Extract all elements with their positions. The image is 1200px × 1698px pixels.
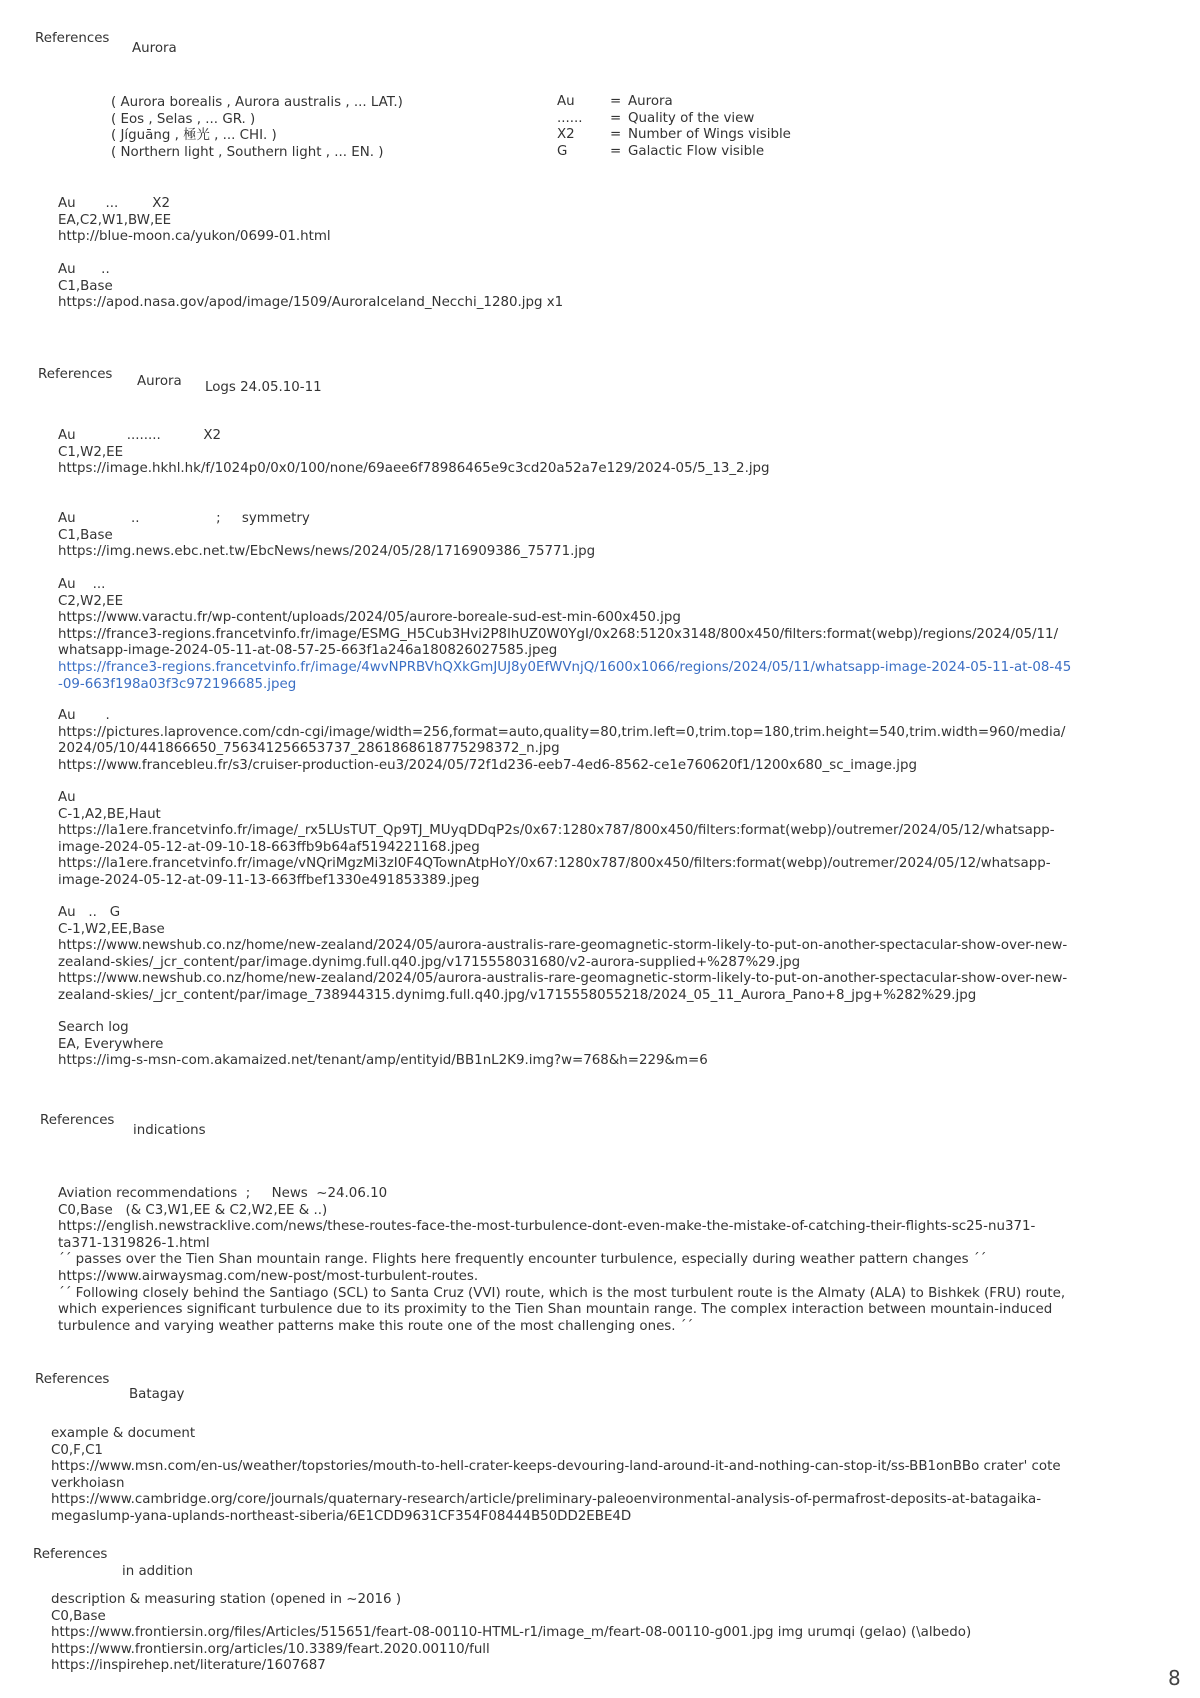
entry-link[interactable]: https://www.msn.com/en-us/weather/topstories/mouth-to-hell-crater-keeps-devouring-land-around-it-and-nothing-can-stop-it/ss-BB1onBBo crater' cote bbox=[51, 1459, 1061, 1475]
quote-line: ´´ passes over the Tien Shan mountain range. Flights here frequently encounter turbulence, especially during weather pattern changes ´´ bbox=[58, 1252, 987, 1268]
entry-line: C1,Base bbox=[58, 278, 113, 294]
entry-link[interactable]: image-2024-05-12-at-09-11-13-663ffbef1330e491853389.jpeg bbox=[58, 872, 480, 888]
reference-entry bbox=[58, 428, 1138, 478]
entry-link[interactable]: zealand-skies/_jcr_content/par/image.dynimg.full.q40.jpg/v1715558031680/v2-aurora-supplied+%287%29.jpg bbox=[58, 954, 801, 970]
reference-entry bbox=[58, 196, 1138, 246]
entry-line: C0,F,C1 bbox=[51, 1442, 103, 1458]
entry-line: example & document bbox=[51, 1426, 196, 1441]
entry-link[interactable]: https://www.cambridge.org/core/journals/quaternary-research/article/preliminary-paleoenvironmental-analysis-of-permafrost-deposits-at-batagaika- bbox=[51, 1492, 1042, 1508]
quote-line: ´´ Following closely behind the Santiago (SCL) to Santa Cruz (VVI) route, which is the most turbulent route is the Almaty (ALA) to Bishkek (FRU) route, bbox=[58, 1285, 1066, 1301]
section-subtitle: Logs 24.05.10-11 bbox=[205, 380, 322, 395]
alias-line: ( Aurora borealis , Aurora australis , ... LAT.) bbox=[111, 95, 403, 110]
legend-desc: Number of Wings visible bbox=[628, 127, 791, 143]
legend-desc: Quality of the view bbox=[628, 110, 755, 126]
legend-row bbox=[557, 127, 791, 144]
legend-row bbox=[557, 94, 791, 111]
legend-eq: = bbox=[610, 127, 622, 143]
reference-entry bbox=[58, 708, 1138, 774]
entry-link[interactable]: https://inspirehep.net/literature/1607687 bbox=[51, 1658, 326, 1674]
legend-desc: Galactic Flow visible bbox=[628, 143, 765, 159]
entry-link[interactable]: 2024/05/10/441866650_756341256653737_2861868618775298372_n.jpg bbox=[58, 741, 560, 757]
legend-desc: Aurora bbox=[628, 94, 673, 109]
entry-link[interactable]: image-2024-05-12-at-09-10-18-663ffb9b64af5194221168.jpeg bbox=[58, 839, 480, 855]
reference-entry bbox=[51, 1426, 1131, 1526]
entry-link[interactable]: ta371-1319826-1.html bbox=[58, 1235, 210, 1251]
hyperlink[interactable]: -09-663f198a03f3c972196685.jpeg bbox=[58, 676, 297, 692]
entry-line: Au ... bbox=[58, 577, 106, 592]
legend-row bbox=[557, 111, 791, 128]
entry-link[interactable]: zealand-skies/_jcr_content/par/image_738944315.dynimg.full.q40.jpg/v1715558055218/2024_05_11_Aurora_Pano+8_jpg+%282%29.jpg bbox=[58, 987, 977, 1003]
entry-line: Au bbox=[58, 790, 76, 805]
section-label: References bbox=[40, 1113, 115, 1128]
reference-entry bbox=[58, 577, 1138, 693]
section-title: in addition bbox=[122, 1564, 194, 1579]
entry-line: Aviation recommendations ; News ~24.06.10 bbox=[58, 1186, 388, 1201]
entry-line: Au ........ X2 bbox=[58, 428, 222, 443]
quote-line: turbulence and varying weather patterns make this route one of the most challenging ones. ´´ bbox=[58, 1318, 694, 1334]
entry-line: C-1,W2,EE,Base bbox=[58, 921, 165, 937]
entry-link[interactable]: https://english.newstracklive.com/news/these-routes-face-the-most-turbulence-dont-even-make-the-mistake-of-catching-their-flights-sc25-nu371- bbox=[58, 1219, 1036, 1235]
entry-line: C0,Base bbox=[51, 1608, 106, 1624]
entry-link[interactable]: https://www.airwaysmag.com/new-post/most-turbulent-routes. bbox=[58, 1268, 479, 1284]
hyperlink[interactable]: https://france3-regions.francetvinfo.fr/image/4wvNPRBVhQXkGmJUJ8y0EfWVnjQ/1600x1066/regions/2024/05/11/whatsapp-image-2024-05-11-at-08-45 bbox=[58, 659, 1072, 675]
entry-link[interactable]: https://www.newshub.co.nz/home/new-zealand/2024/05/aurora-australis-rare-geomagnetic-storm-likely-to-put-on-another-spectacular-show-over-new- bbox=[58, 938, 1068, 954]
entry-link[interactable]: verkhoiasn bbox=[51, 1475, 125, 1491]
entry-link[interactable]: https://la1ere.francetvinfo.fr/image/vNQriMgzMi3zI0F4QTownAtpHoY/0x67:1280x787/800x450/filters:format(webp)/outremer/2024/05/12/whatsapp- bbox=[58, 856, 1051, 872]
entry-link[interactable]: https://img.news.ebc.net.tw/EbcNews/news/2024/05/28/1716909386_75771.jpg bbox=[58, 544, 596, 560]
entry-link[interactable]: https://la1ere.francetvinfo.fr/image/_rx5LUsTUT_Qp9TJ_MUyqDDqP2s/0x67:1280x787/800x450/filters:format(webp)/outremer/2024/05/12/whatsapp- bbox=[58, 823, 1055, 839]
section-title: Aurora bbox=[132, 41, 177, 56]
alias-list bbox=[111, 95, 403, 161]
entry-line: Au .. G bbox=[58, 905, 121, 920]
entry-link[interactable]: https://france3-regions.francetvinfo.fr/image/ESMG_H5Cub3Hvi2P8lhUZ0W0YgI/0x268:5120x3148/800x450/filters:format(webp)/regions/2024/05/11/ bbox=[58, 626, 1059, 642]
reference-entry bbox=[58, 905, 1138, 1005]
reference-entry bbox=[58, 790, 1138, 890]
entry-link[interactable]: whatsapp-image-2024-05-11-at-08-57-25-663f1a246a180826027585.jpeg bbox=[58, 643, 558, 659]
entry-line: C2,W2,EE bbox=[58, 593, 124, 609]
section-title: Batagay bbox=[129, 1387, 185, 1402]
legend bbox=[557, 94, 791, 160]
entry-line: C1,W2,EE bbox=[58, 444, 124, 460]
entry-link[interactable]: https://image.hkhl.hk/f/1024p0/0x0/100/none/69aee6f78986465e9c3cd20a52a7e129/2024-05/5_13_2.jpg bbox=[58, 461, 770, 477]
legend-row bbox=[557, 144, 791, 161]
section-label: References bbox=[35, 1372, 110, 1387]
section-label: References bbox=[35, 31, 110, 46]
section-title: indications bbox=[133, 1123, 206, 1138]
entry-line: C1,Base bbox=[58, 527, 113, 543]
reference-entry bbox=[51, 1592, 1131, 1675]
section-title: Aurora bbox=[137, 374, 182, 389]
legend-eq: = bbox=[610, 94, 622, 109]
legend-key: G bbox=[557, 143, 568, 159]
entry-link[interactable]: http://blue-moon.ca/yukon/0699-01.html bbox=[58, 229, 331, 245]
entry-line: Au .. ; symmetry bbox=[58, 511, 310, 526]
legend-key: X2 bbox=[557, 127, 575, 143]
page-number: 8 bbox=[1168, 1666, 1181, 1690]
entry-link[interactable]: https://www.frontiersin.org/articles/10.3389/feart.2020.00110/full bbox=[51, 1641, 490, 1657]
entry-link[interactable]: https://apod.nasa.gov/apod/image/1509/AuroraIceland_Necchi_1280.jpg x1 bbox=[58, 295, 564, 311]
alias-line: ( Eos , Selas , ... GR. ) bbox=[111, 111, 256, 127]
entry-line: Search log bbox=[58, 1020, 129, 1035]
entry-line: Au .. bbox=[58, 262, 110, 277]
entry-link[interactable]: https://www.francebleu.fr/s3/cruiser-production-eu3/2024/05/72f1d236-eeb7-4ed6-8562-ce1e760620f1/1200x680_sc_image.jpg bbox=[58, 757, 917, 773]
entry-line: Au ... X2 bbox=[58, 196, 170, 211]
entry-line: C0,Base (& C3,W1,EE & C2,W2,EE & ..) bbox=[58, 1202, 328, 1218]
reference-entry bbox=[58, 1186, 1138, 1335]
legend-key: ...... bbox=[557, 110, 583, 126]
entry-link[interactable]: https://www.varactu.fr/wp-content/uploads/2024/05/aurore-boreale-sud-est-min-600x450.jpg bbox=[58, 610, 681, 626]
entry-line: C-1,A2,BE,Haut bbox=[58, 806, 161, 822]
alias-line: ( Jíguāng , 極光 , ... CHI. ) bbox=[111, 128, 277, 144]
reference-entry bbox=[58, 262, 1138, 312]
entry-line: Au . bbox=[58, 708, 110, 723]
section-label: References bbox=[38, 367, 113, 382]
reference-entry bbox=[58, 511, 1138, 561]
legend-key: Au bbox=[557, 94, 575, 109]
entry-link[interactable]: https://pictures.laprovence.com/cdn-cgi/image/width=256,format=auto,quality=80,trim.left=0,trim.top=180,trim.height=540,trim.width=960/media/ bbox=[58, 724, 1066, 740]
alias-line: ( Northern light , Southern light , ... EN. ) bbox=[111, 144, 384, 160]
entry-line: description & measuring station (opened in ~2016 ) bbox=[51, 1592, 402, 1607]
quote-line: which experiences significant turbulence due to its proximity to the Tien Shan mountain range. The complex interaction between mountain-induced bbox=[58, 1302, 1053, 1318]
reference-entry bbox=[58, 1020, 1138, 1070]
entry-link[interactable]: https://img-s-msn-com.akamaized.net/tenant/amp/entityid/BB1nL2K9.img?w=768&h=229&m=6 bbox=[58, 1053, 708, 1069]
entry-line: EA,C2,W1,BW,EE bbox=[58, 212, 172, 228]
entry-line: EA, Everywhere bbox=[58, 1036, 164, 1052]
entry-link[interactable]: https://www.frontiersin.org/files/Articles/515651/feart-08-00110-HTML-r1/image_m/feart-08-00110-g001.jpg img urumqi (gelao) (\albedo) bbox=[51, 1625, 972, 1641]
legend-eq: = bbox=[610, 143, 622, 159]
entry-link[interactable]: megaslump-yana-uplands-northeast-siberia/6E1CDD9631CF354F08444B50DD2EBE4D bbox=[51, 1508, 632, 1524]
section-label: References bbox=[33, 1547, 108, 1562]
entry-link[interactable]: https://www.newshub.co.nz/home/new-zealand/2024/05/aurora-australis-rare-geomagnetic-storm-likely-to-put-on-another-spectacular-show-over-new- bbox=[58, 971, 1068, 987]
legend-eq: = bbox=[610, 110, 622, 126]
